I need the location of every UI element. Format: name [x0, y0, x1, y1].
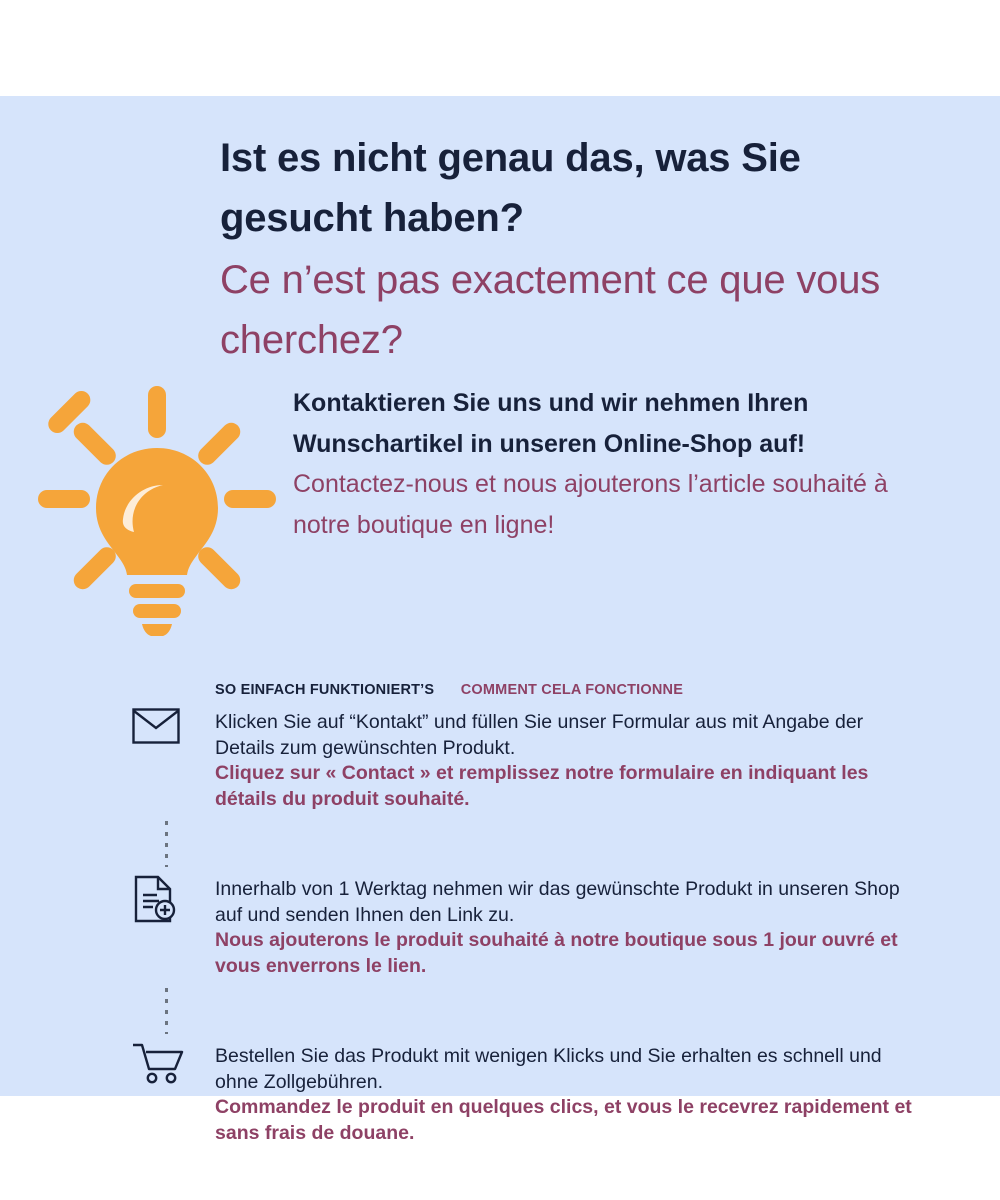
step-text-french: Nous ajouterons le produit souhaité à notre boutique sous 1 jour ouvré et vous enverrons le lien. [215, 929, 898, 978]
subheadline [293, 383, 913, 545]
steps-heading-french: COMMENT CELA FONCTIONNE [460, 682, 684, 698]
step-connector [118, 980, 215, 1042]
step-text [215, 1042, 928, 1147]
step-text [215, 875, 928, 980]
headline [220, 128, 920, 370]
step-text-french: Commandez le produit en quelques clics, et vous le recevrez rapidement et sans frais de douane. [215, 1096, 912, 1145]
subheadline-german: Kontaktieren Sie uns und wir nehmen Ihren Wunschartikel in unseren Online-Shop auf! [293, 389, 809, 458]
list-item [118, 875, 928, 980]
steps-heading-german: SO EINFACH FUNKTIONIERT’S [215, 682, 435, 698]
steps-heading [215, 681, 683, 699]
envelope-icon [118, 708, 215, 744]
headline-german: Ist es nicht genau das, was Sie gesucht haben? [220, 136, 801, 240]
headline-french: Ce n’est pas exactement ce que vous cherchez? [220, 258, 881, 362]
step-text [215, 708, 928, 813]
steps-list [118, 708, 928, 1147]
step-text-german: Klicken Sie auf “Kontakt” und füllen Sie unser Formular aus mit Angabe der Details zum gewünschten Produkt. [215, 711, 864, 759]
list-item [118, 708, 928, 813]
document-add-icon [118, 875, 215, 923]
step-text-german: Bestellen Sie das Produkt mit wenigen Klicks und Sie erhalten es schnell und ohne Zollgebühren. [215, 1044, 882, 1093]
lightbulb-icon [38, 386, 278, 636]
step-connector [118, 813, 215, 875]
step-text-german: Innerhalb von 1 Werktag nehmen wir das gewünschte Produkt in unseren Shop auf und senden Ihnen den Link zu. [215, 877, 900, 926]
step-text-french: Cliquez sur « Contact » et remplissez notre formulaire en indiquant les détails du produit souhaité. [215, 762, 869, 811]
list-item [118, 1042, 928, 1147]
subheadline-french: Contactez-nous et nous ajouterons l’article souhaité à notre boutique en ligne! [293, 470, 888, 539]
shopping-cart-icon [118, 1042, 215, 1084]
